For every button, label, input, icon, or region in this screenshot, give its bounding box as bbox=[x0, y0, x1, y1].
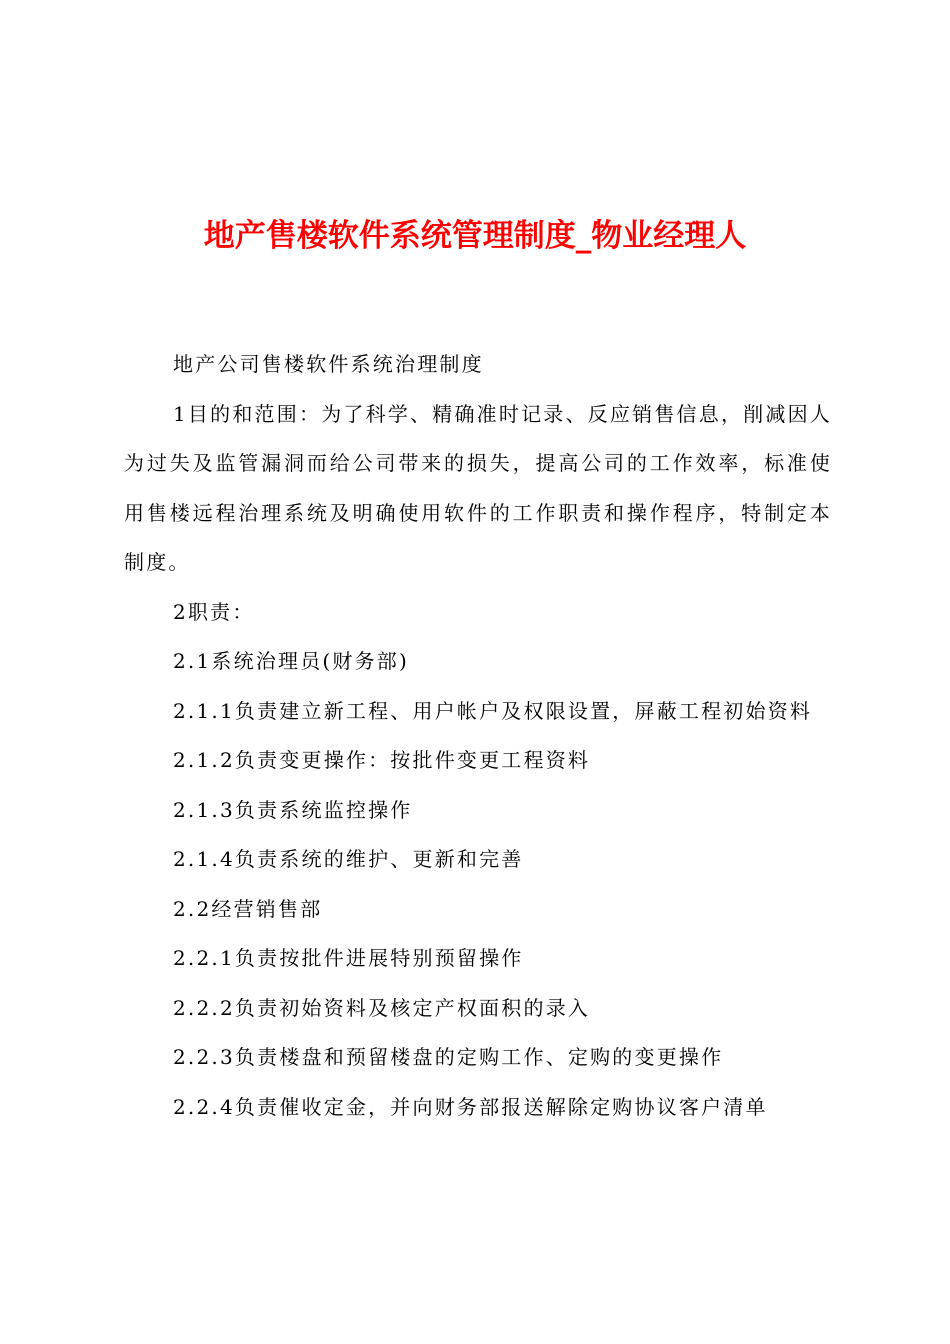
paragraph: 地产公司售楼软件系统治理制度 bbox=[173, 352, 484, 376]
paragraph: 2.1.4负责系统的维护、更新和完善 bbox=[173, 847, 524, 871]
document-body bbox=[124, 340, 832, 1132]
paragraph: 2.2.1负责按批件进展特别预留操作 bbox=[173, 946, 524, 970]
paragraph: 1目的和范围：为了科学、精确准时记录、反应销售信息，削减因人为过失及监管漏洞而给公司带来的损失，提高公司的工作效率，标准使用售楼远程治理系统及明确使用软件的工作职责和操作程序，特制定本制度。 bbox=[124, 401, 832, 574]
paragraph: 2.2经营销售部 bbox=[173, 896, 323, 921]
paragraph: 2.1.1负责建立新工程、用户帐户及权限设置，屏蔽工程初始资料 bbox=[173, 698, 813, 723]
paragraph: 2职责： bbox=[173, 599, 255, 624]
paragraph: 2.2.2负责初始资料及核定产权面积的录入 bbox=[173, 995, 591, 1020]
paragraph: 2.1.2负责变更操作：按批件变更工程资料 bbox=[173, 748, 591, 772]
document-title: 地产售楼软件系统管理制度_物业经理人 bbox=[203, 218, 747, 254]
paragraph: 2.1.3负责系统监控操作 bbox=[173, 797, 413, 822]
paragraph: 2.2.4负责催收定金，并向财务部报送解除定购协议客户清单 bbox=[173, 1094, 768, 1119]
paragraph: 2.1系统治理员(财务部) bbox=[173, 649, 410, 673]
paragraph: 2.2.3负责楼盘和预留楼盘的定购工作、定购的变更操作 bbox=[173, 1045, 724, 1069]
